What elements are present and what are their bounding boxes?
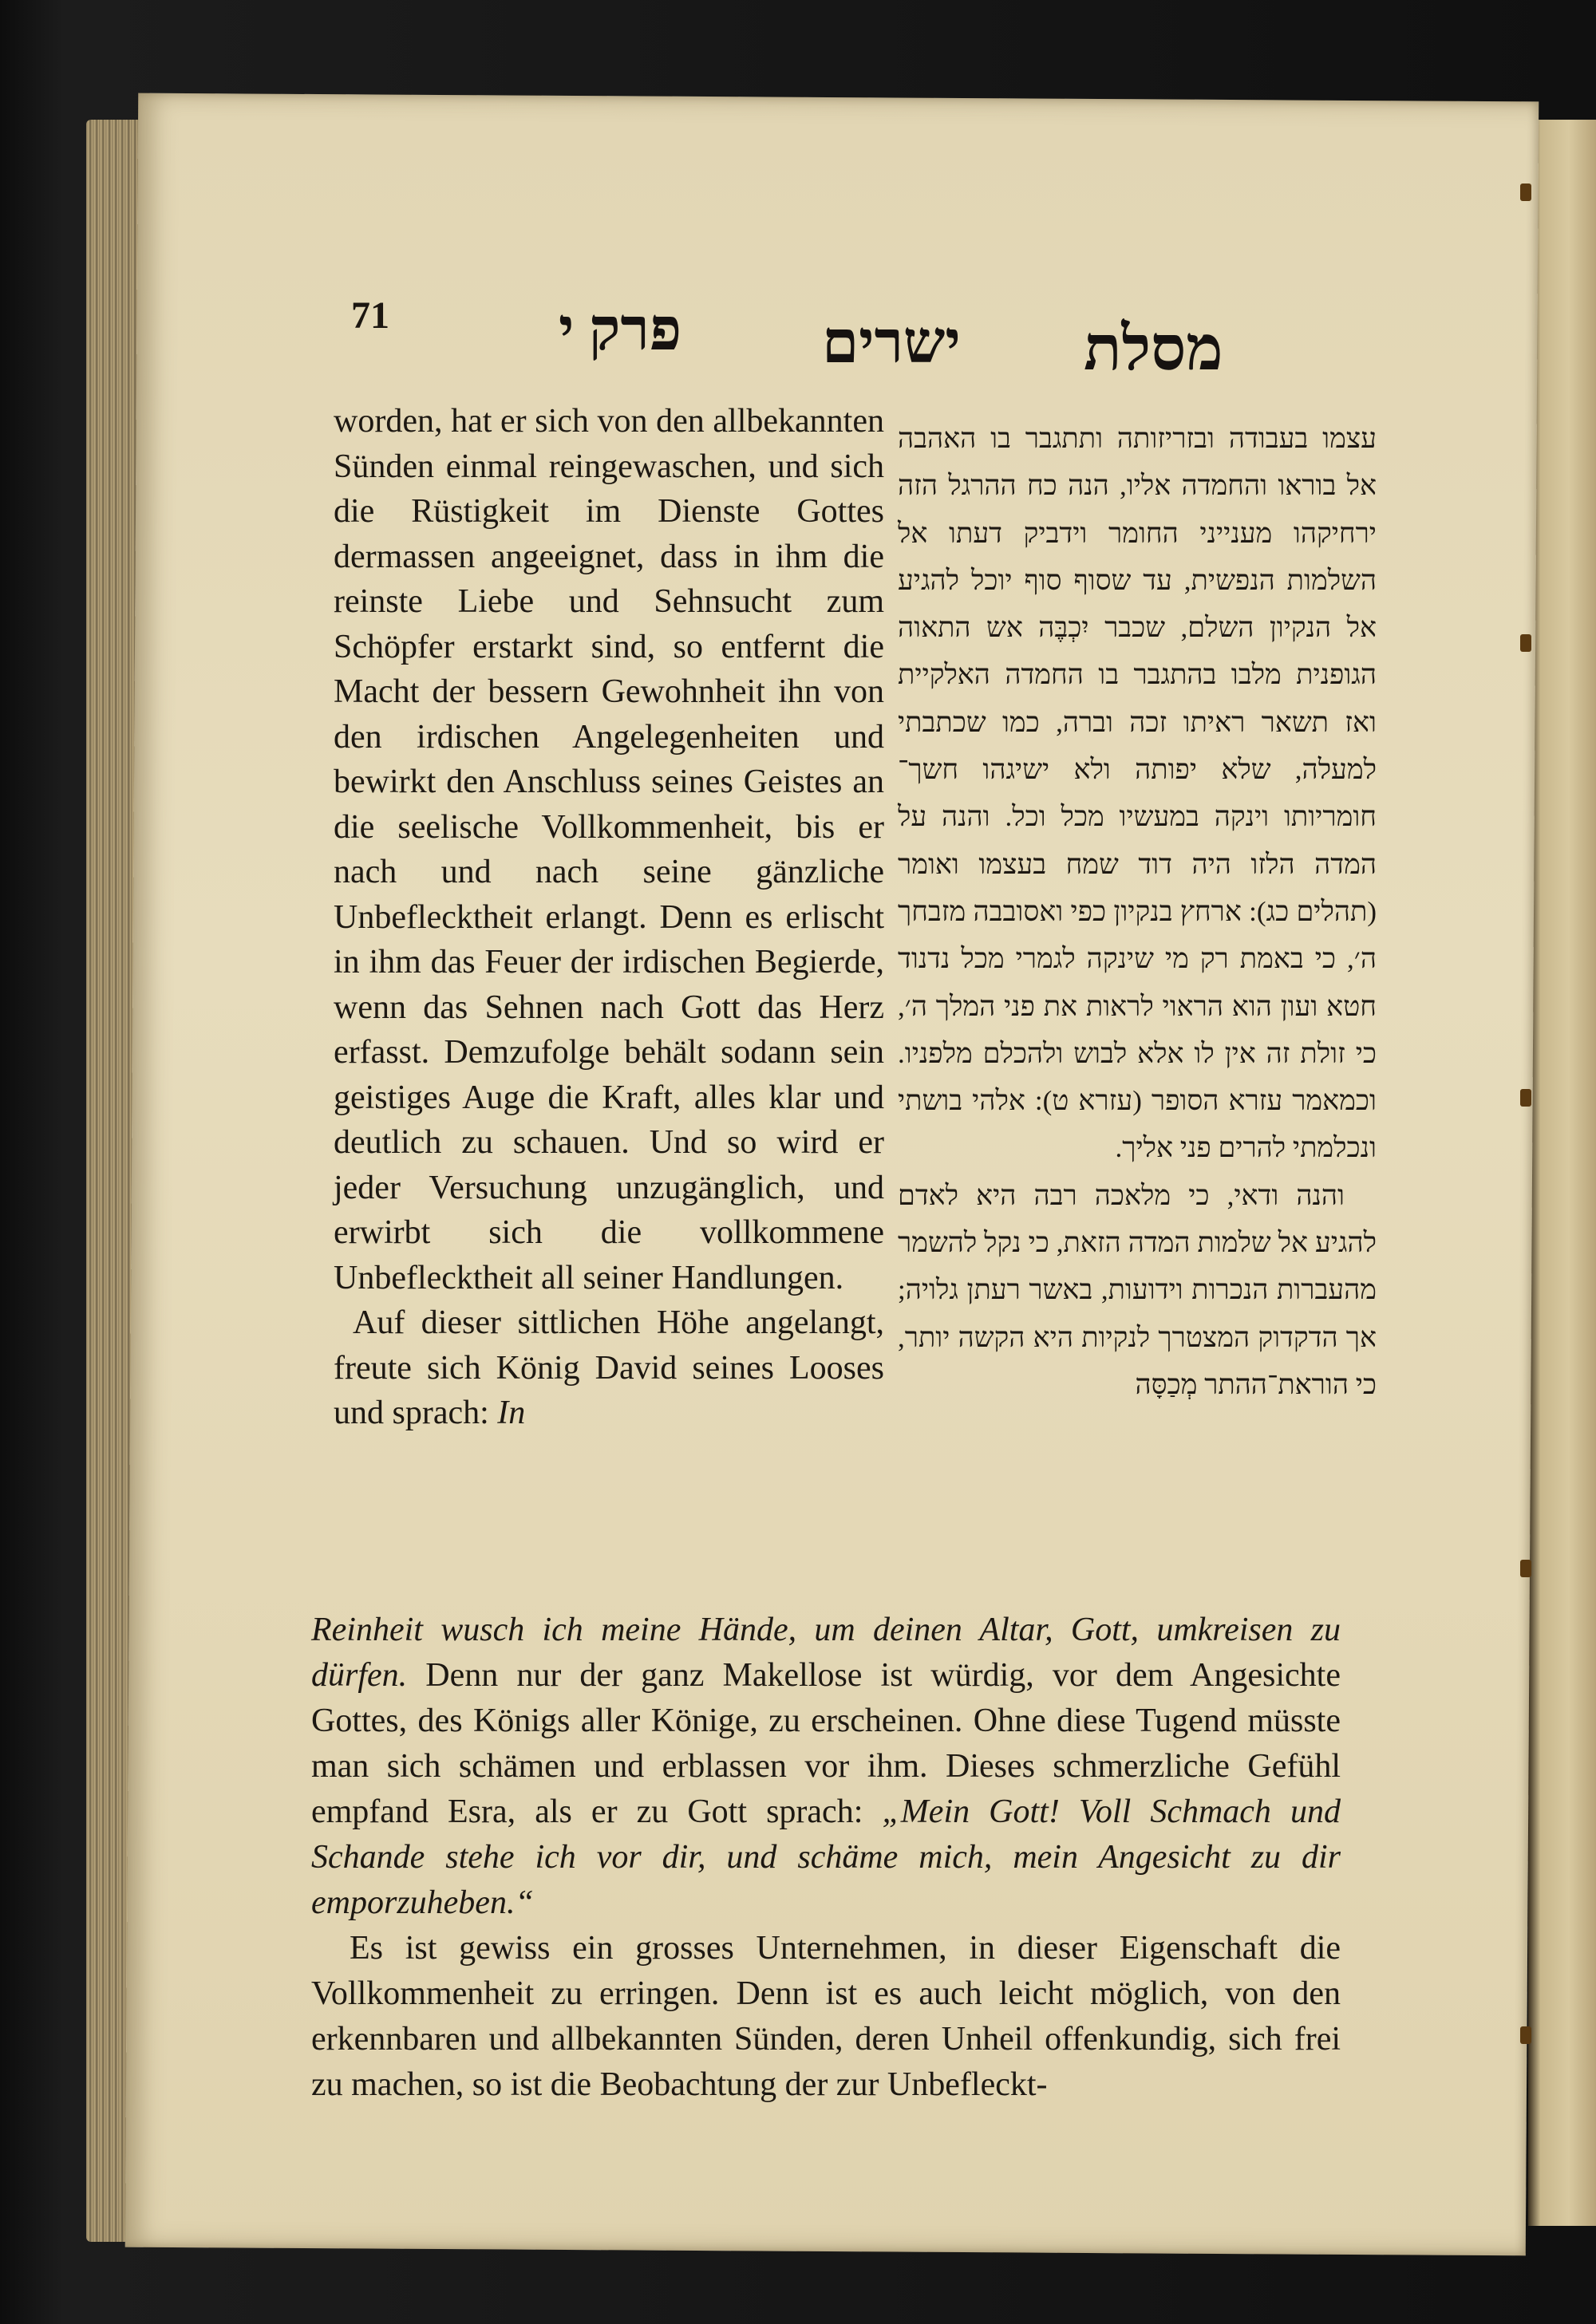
binding-stitch [1520,2026,1531,2044]
hebrew-paragraph: והנה ודאי, כי מלאכה רבה היא לאדם להגיע אל שלמות המדה הזאת, כי נקל להשמר מהעברות הנכרות וידועות, באשר רעתן גלויה; אך הדקדוק המצטרך לנקיות היא הקשה יותר, כי הוראת־ההתר מְכַסָּה [898,1179,1377,1400]
next-page-edge [1528,120,1596,2226]
german-full-width-text [311,1608,1341,2108]
book-title-part: מסלת [1084,314,1223,383]
binding-stitch [1520,183,1531,201]
ezra-quote: „Mein Gott! Voll Schmach und Schande stehe ich vor dir, und schäme mich, mein Angesicht zu dir emporzuheben.“ [311,1793,1341,1921]
german-paragraph-text: Denn nur der ganz Makellose ist würdig, vor dem Angesichte Gottes, des Königs aller Könige, zu erscheinen. Ohne diese Tugend müsste man sich schämen und erblassen vor ihm. Dieses schmerzliche Gefühl empfand Esra, als er zu Gott sprach: [311,1657,1341,1830]
hebrew-paragraph: עצמו בעבודה ובזריזותה ותתגבר בו האהבה אל בוראו והחמדה אליו, הנה כח ההרגל הזה ירחיקהו מענייני החומר וידביק דעתו אל השלמות הנפשית, עד שסוף סוף יוכל להגיע אל הנקיון השלם, שכבר יִכְבֶּה אש התאוה הגופנית מלבו בהתגבר בו החמדה האלקיית ואז תשאר ראיתו זכה וברה, כמו שכתבתי למעלה, שלא יפותה ולא ישיגהו חשך־ חומריותו וינקה במעשיו מכל וכל. והנה על המדה הלזו היה דוד שמח בעצמו ואומר (תהלים כג): ארחץ בנקיון כפי ואסובבה מזבחך ה׳, כי באמת רק מי שינקה לגמרי מכל נדנוד חטא ועון הוא הראוי לראות את פני המלך ה׳, כי זולת זה אין לו אלא לבוש ולהכלם מלפניו. וכמאמר עזרא הסופר (עזרא ט): אלהי בושתי ונכלמתי להרים פני אליך. [898,423,1377,1164]
german-paragraph [334,1300,884,1436]
binding-stitch [1520,1560,1531,1577]
german-paragraph-text: Auf dieser sittlichen Höhe angelangt, freute sich König David seines Looses und sprach: [334,1304,884,1431]
psalm-quote: Reinheit wusch ich meine Hände, um deinen Altar, Gott, umkreisen zu dürfen. [311,1612,1341,1694]
chapter-heading: פרק י [559,298,682,363]
page-number: 71 [351,294,389,337]
quote-start: In [497,1395,526,1431]
german-paragraph: Es ist gewiss ein grosses Unternehmen, in dieser Eigenschaft die Vollkommenheit zu erringen. Denn ist es auch leicht möglich, von den erkennbaren und allbekannten Sünden, deren Unheil offenkundig, sich frei zu machen, so ist die Beobachtung der zur Unbefleckt- [311,1930,1341,2103]
binding-stitch [1520,634,1531,652]
german-paragraph: worden, hat er sich von den allbekannten Sünden einmal reingewaschen, und sich die Rüstigkeit im Dienste Gottes dermassen angeeignet, dass in ihm die reinste Liebe und Sehnsucht zum Schöpfer erstarkt sind, so entfernt die Macht der bessern Gewohnheit ihn von den irdischen Angelegenheiten und bewirkt den Anschluss seines Geistes an die seelische Vollkommenheit, bis er nach und nach seine gänzliche Unbeflecktheit erlangt. Denn es erlischt in ihm das Feuer der irdischen Begierde, wenn das Sehnen nach Gott das Herz erfasst. Demzufolge behält sodann sein geistiges Auge die Kraft, alles klar und deutlich zu schauen. Und so wird er jeder Versuchung unzugänglich, und erwirbt sich die vollkommene Unbeflecktheit all seiner Handlungen. [334,403,884,1296]
book-title-part: ישרים [822,310,961,376]
hebrew-text-column [898,415,1377,1408]
german-paragraph [311,1608,1341,1926]
binding-stitch [1520,1089,1531,1107]
german-translation-column [334,399,884,1436]
